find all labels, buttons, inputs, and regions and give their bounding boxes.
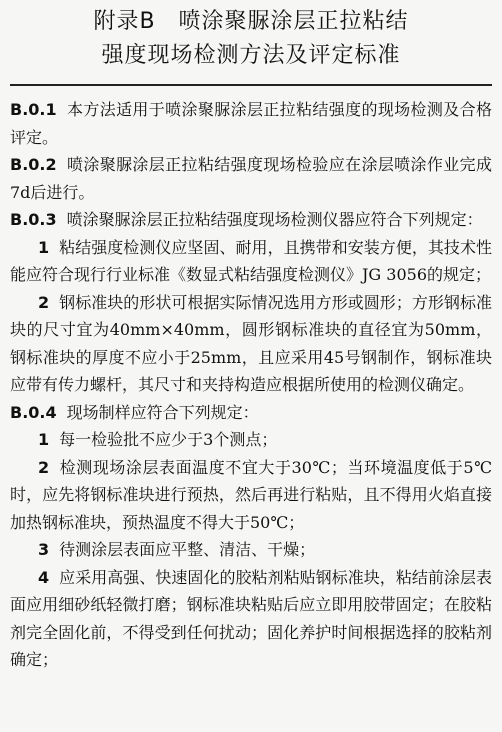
clause-b04-item-4 [10, 564, 492, 674]
clause-number: B.0.4 [10, 402, 57, 422]
item-number: 2 [38, 292, 50, 312]
clause-number: B.0.1 [10, 100, 57, 119]
document-body [10, 96, 492, 674]
item-text: 应采用高强、快速固化的胶粘剂粘贴钢标准块，粘结前涂层表面应用细砂纸轻微打磨；钢标准块粘贴后应立即用胶带固定；在胶粘剂完全固化前，不得受到任何扰动；固化养护时间根据选择的胶粘剂确定； [10, 567, 492, 669]
title-divider [10, 84, 492, 86]
clause-text: 本方法适用于喷涂聚脲涂层正拉粘结强度的现场检测及合格评定。 [10, 100, 492, 147]
clause-b01 [10, 96, 492, 151]
clause-text: 喷涂聚脲涂层正拉粘结强度现场检验应在涂层喷涂作业完成7d后进行。 [10, 155, 492, 202]
clause-number: B.0.3 [10, 210, 57, 229]
document-title [10, 8, 492, 70]
clause-number: B.0.2 [10, 155, 57, 174]
item-number: 3 [38, 540, 50, 559]
item-text: 检测现场涂层表面温度不宜大于30℃；当环境温度低于5℃时，应先将钢标准块进行预热，然后再进行粘贴，且不得用火焰直接加热钢标准块，预热温度不得大于50℃； [10, 457, 492, 532]
item-number: 1 [38, 237, 50, 257]
item-number: 1 [38, 430, 50, 449]
item-number: 4 [38, 567, 50, 587]
item-text: 钢标准块的形状可根据实际情况选用方形或圆形；方形钢标准块的尺寸宜为40mm×40mm，圆形钢标准块的直径宜为50mm，钢标准块的厚度不应小于25mm，且应采用45号钢制作，钢标准块应带有传力螺杆，其尺寸和夹持构造应根据所使用的检测仪确定。 [10, 292, 492, 394]
clause-b03-item-1 [10, 234, 492, 289]
clause-b03 [10, 206, 492, 234]
item-text: 每一检验批不应少于3个测点； [59, 430, 278, 449]
clause-b04-item-3 [10, 536, 492, 564]
clause-b04-item-1 [10, 426, 492, 454]
title-line-1: 附录B 喷涂聚脲涂层正拉粘结 [93, 9, 409, 34]
item-text: 待测涂层表面应平整、清洁、干燥； [59, 540, 316, 559]
item-text: 粘结强度检测仪应坚固、耐用，且携带和安装方便，其技术性能应符合现行行业标准《数显式粘结强度检测仪》JG 3056的规定； [10, 237, 492, 284]
clause-b04-item-2 [10, 454, 492, 537]
title-line-2: 强度现场检测方法及评定标准 [101, 43, 401, 68]
clause-b02 [10, 151, 492, 206]
clause-b03-item-2 [10, 289, 492, 399]
clause-text: 喷涂聚脲涂层正拉粘结强度现场检测仪器应符合下列规定： [66, 210, 483, 229]
clause-text: 现场制样应符合下列规定： [66, 402, 259, 422]
clause-b04 [10, 399, 492, 427]
item-number: 2 [38, 457, 50, 477]
